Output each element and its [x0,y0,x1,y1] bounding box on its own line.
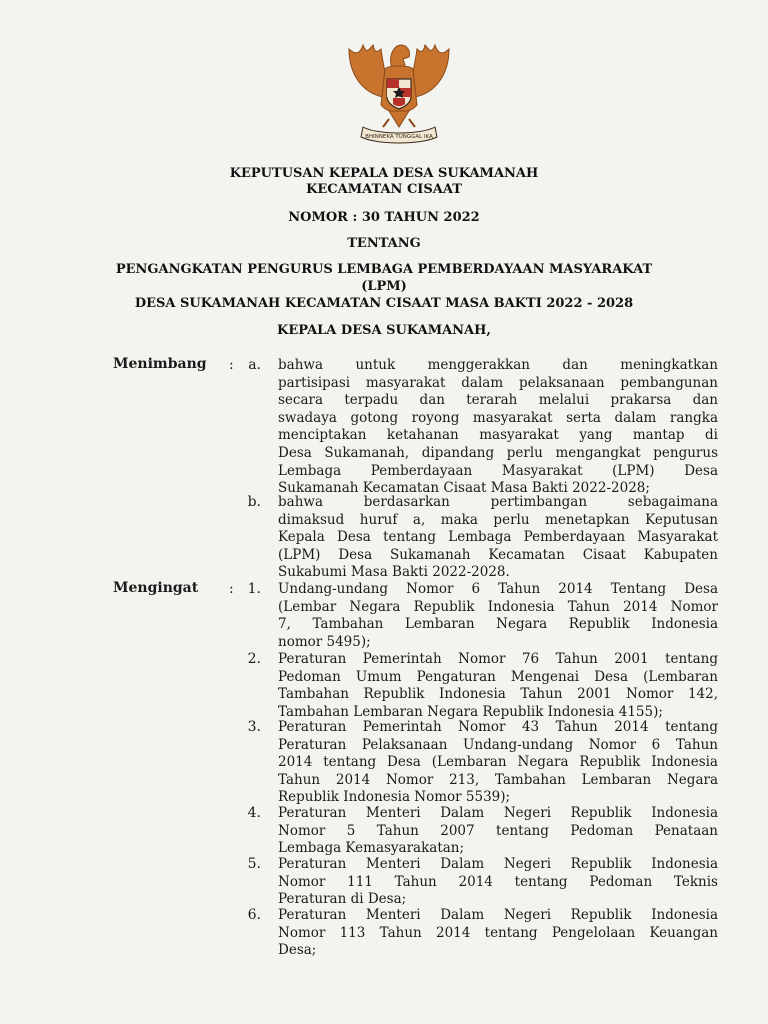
garuda-pancasila-emblem-icon [343,35,455,147]
text-line: partisipasi masyarakat dalam pelaksanaan pembangunan [278,374,718,391]
text-line: 7, Tambahan Lembaran Negara Republik Indonesia [278,616,718,633]
subject-line-3: DESA SUKAMANAH KECAMATAN CISAAT MASA BAKTI 2022 - 2028 [134,296,634,311]
text-line: Peraturan Menteri Dalam Negeri Republik Indonesia [278,805,718,821]
text-line: (Lembar Negara Republik Indonesia Tahun 2014 Nomor [278,598,718,615]
mengingat-item-2 [278,651,718,721]
motto-text: BHINNEKA TUNGGAL IKA [365,134,433,140]
menimbang-colon: : [229,357,234,373]
text-line: Nomor 111 Tahun 2014 tentang Pedoman Teknis [278,873,718,890]
mengingat-item-5 [278,856,718,909]
mengingat-marker-4: 4. [247,805,261,821]
mengingat-item-1 [278,581,718,651]
text-line: (LPM) Desa Sukamanah Kecamatan Cisaat Kabupaten [278,546,718,563]
text-line: 2014 tentang Desa (Lembaran Negara Republik Indonesia [278,754,718,771]
text-line: Peraturan Pemerintah Nomor 43 Tahun 2014 tentang [278,719,718,735]
mengingat-marker-6: 6. [247,907,261,923]
title-line-1: KEPUTUSAN KEPALA DESA SUKAMANAH [229,166,539,181]
text-line: Desa; [278,942,317,959]
menimbang-label: Menimbang [113,356,207,372]
text-line: Tambahan Republik Indonesia Tahun 2001 Nomor 142, [278,686,718,703]
text-line: Tahun 2014 Nomor 213, Tambahan Lembaran Negara [278,771,718,788]
text-line: Pedoman Umum Pengaturan Mengenai Desa (Lembaran [278,668,718,685]
text-line: Nomor 5 Tahun 2007 tentang Pedoman Penataan [278,822,718,839]
text-line: Peraturan di Desa; [278,891,407,908]
text-line: Sukamanah Kecamatan Cisaat Masa Bakti 2022-2028; [278,480,650,497]
mengingat-label: Mengingat [113,580,199,596]
text-line: bahwa berdasarkan pertimbangan sebagaimana [278,494,718,510]
text-line: Peraturan Menteri Dalam Negeri Republik Indonesia [278,907,718,923]
mengingat-item-3 [278,719,718,807]
text-line: Kepala Desa tentang Lembaga Pemberdayaan Masyarakat [278,529,718,546]
text-line: Tambahan Lembaran Negara Republik Indonesia 4155); [278,703,663,720]
mengingat-colon: : [229,581,234,597]
menimbang-item-a [278,357,718,498]
text-line: menciptakan ketahanan masyarakat yang mantap di [278,427,718,444]
title-line-2: KECAMATAN CISAAT [306,182,462,197]
text-line: Peraturan Pemerintah Nomor 76 Tahun 2001 tentang [278,651,718,667]
text-line: Peraturan Pelaksanaan Undang-undang Nomor 6 Tahun [278,736,718,753]
text-line: dimaksud huruf a, maka perlu menetapkan Keputusan [278,511,718,528]
about-heading: TENTANG [347,236,421,251]
mengingat-item-6 [278,907,718,960]
menimbang-marker-b: b. [247,494,261,510]
mengingat-marker-3: 3. [247,719,261,735]
decree-number: NOMOR : 30 TAHUN 2022 [288,210,480,225]
text-line: Lembaga Pemberdayaan Masyarakat (LPM) Desa [278,462,718,479]
text-line: nomor 5495); [278,633,371,650]
text-line: Peraturan Menteri Dalam Negeri Republik Indonesia [278,856,718,872]
mengingat-marker-1: 1. [247,581,261,597]
text-line: Sukabumi Masa Bakti 2022-2028. [278,564,510,581]
text-line: bahwa untuk menggerakkan dan meningkatkan [278,357,718,373]
subject-line-1: PENGANGKATAN PENGURUS LEMBAGA PEMBERDAYAAN MASYARAKAT [115,262,653,277]
text-line: secara terpadu dan terarah melalui prakarsa dan [278,392,718,409]
text-line: Nomor 113 Tahun 2014 tentang Pengelolaan Keuangan [278,924,718,941]
menimbang-marker-a: a. [248,357,261,373]
mengingat-marker-5: 5. [247,856,261,872]
menimbang-item-b [278,494,718,582]
text-line: Republik Indonesia Nomor 5539); [278,789,511,806]
text-line: Lembaga Kemasyarakatan; [278,840,465,857]
text-line: Desa Sukamanah, dipandang perlu mengangkat pengurus [278,444,718,461]
mengingat-item-4 [278,805,718,858]
text-line: Undang-undang Nomor 6 Tahun 2014 Tentang Desa [278,581,718,597]
authority-heading: KEPALA DESA SUKAMANAH, [277,323,491,338]
text-line: swadaya gotong royong masyarakat serta dalam rangka [278,409,718,426]
subject-line-2: (LPM) [361,279,407,294]
mengingat-marker-2: 2. [247,651,261,667]
